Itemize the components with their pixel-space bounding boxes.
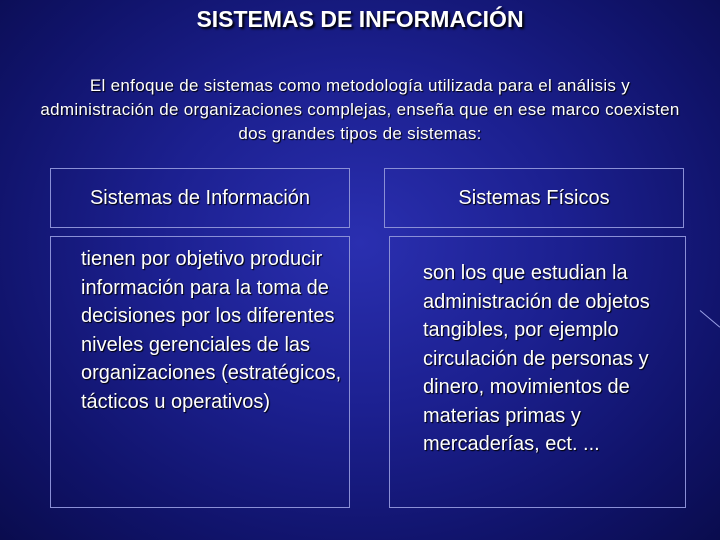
decorative-line — [700, 310, 720, 327]
heading-box-physical-systems — [384, 168, 684, 228]
description-information-systems: tienen por objetivo producir información para la toma de decisiones por los diferentes niveles gerenciales de las organizaciones (estratégicos, tácticos u operativos) — [81, 248, 342, 413]
description-box-information-systems — [50, 236, 350, 508]
description-box-physical-systems — [389, 236, 686, 508]
slide-title: SISTEMAS DE INFORMACIÓN — [196, 6, 524, 32]
description-physical-systems: son los que estudian la administración de objetos tangibles, por ejemplo circulación de personas y dinero, movimientos de materias primas y mercaderías, ect. ... — [423, 262, 650, 455]
heading-physical-systems: Sistemas Físicos — [458, 186, 610, 209]
heading-information-systems: Sistemas de Información — [89, 186, 311, 209]
intro-paragraph: El enfoque de sistemas como metodología utilizada para el análisis y administración de organizaciones complejas, enseña que en ese marco coexisten dos grandes tipos de sistemas: — [40, 76, 680, 143]
heading-box-information-systems — [50, 168, 350, 228]
